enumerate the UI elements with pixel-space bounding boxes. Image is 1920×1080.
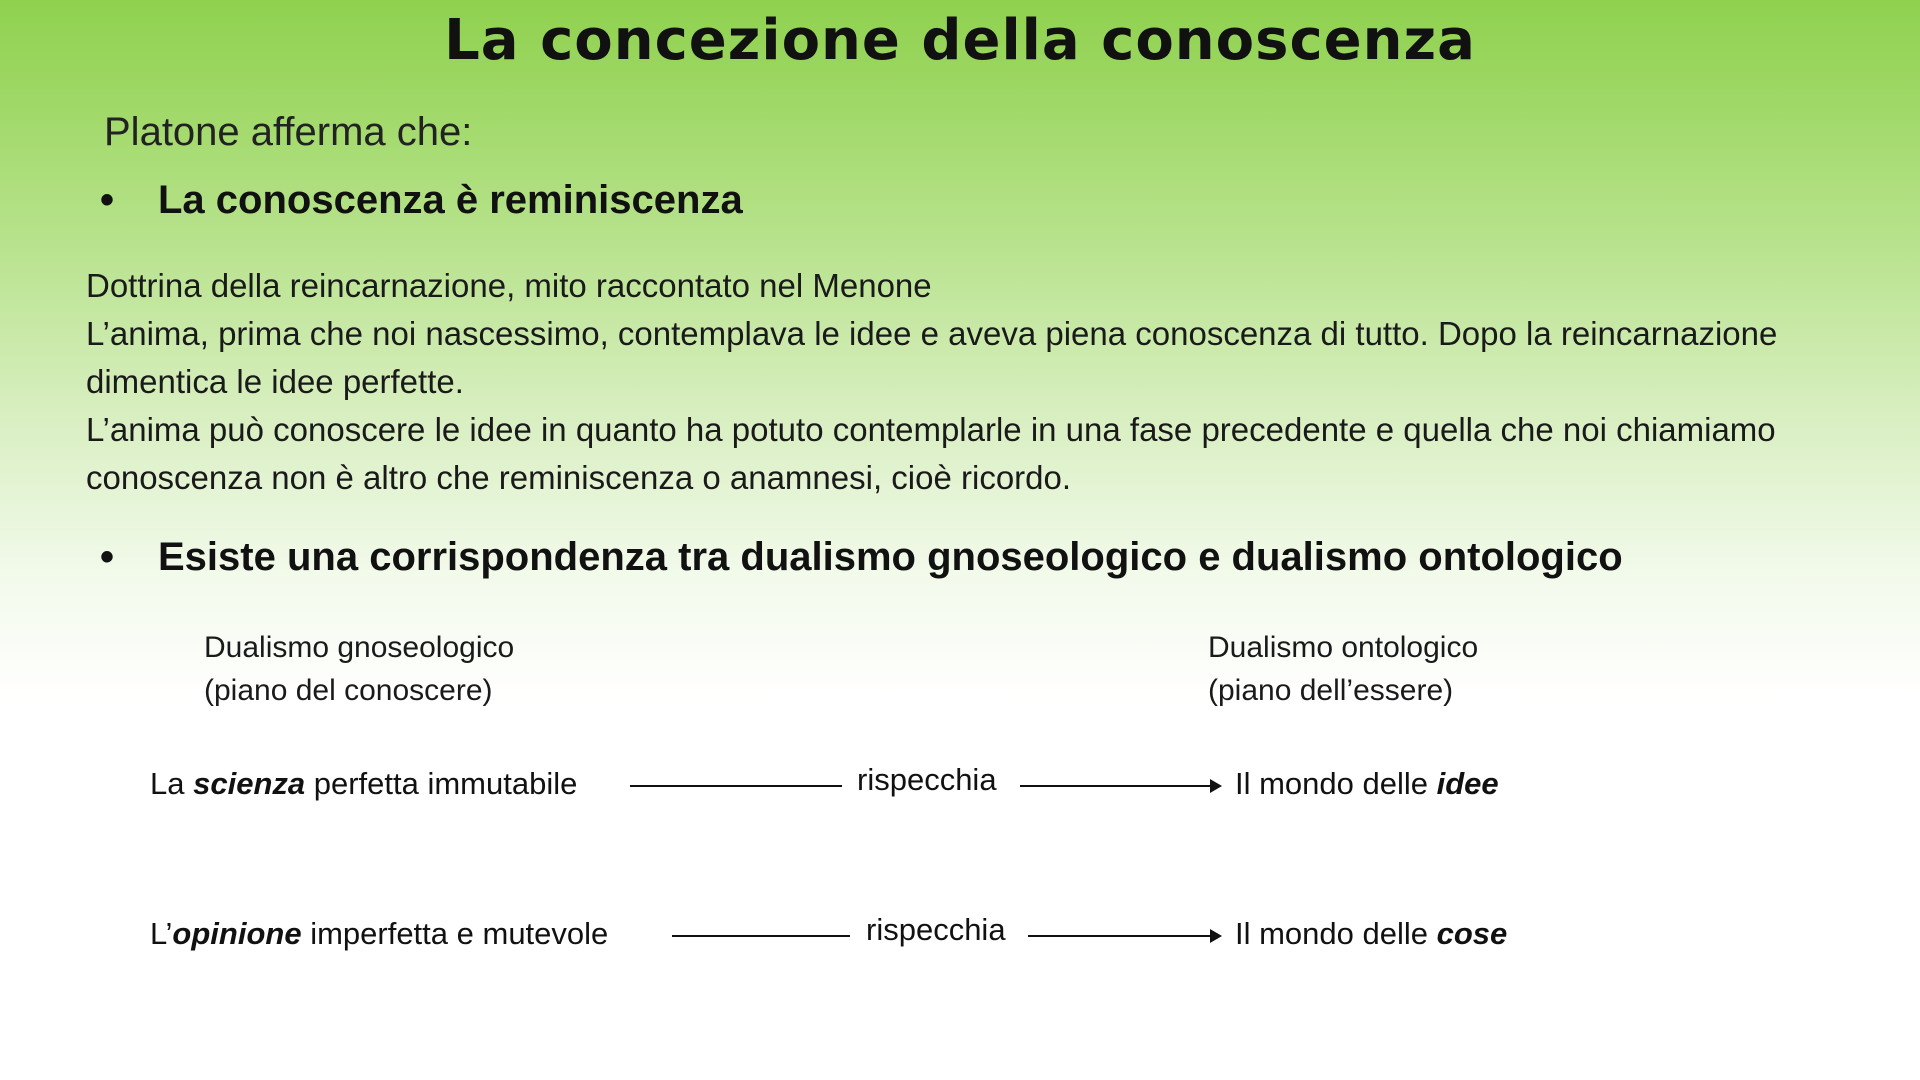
relation-label: rispecchia — [857, 762, 997, 797]
bullet-reminiscenza — [100, 178, 743, 223]
relation-label: rispecchia — [866, 912, 1006, 947]
idee-label: Il mondo delle idee — [1235, 766, 1499, 801]
arrow-right-icon — [1028, 935, 1220, 937]
scienza-label: La scienza perfetta immutabile — [150, 766, 578, 801]
heading-line: (piano del conoscere) — [204, 674, 493, 707]
heading-ontologico — [1208, 626, 1478, 712]
keyword: cose — [1436, 916, 1508, 951]
bullet-marker: • — [100, 178, 115, 222]
bullet-marker: • — [100, 535, 115, 579]
heading-gnoseologico — [204, 626, 514, 712]
paragraph-line: L’anima può conoscere le idee in quanto ha potuto contemplarle in una fase precedente e quella che noi chiamiamo conoscenza non è altro che reminiscenza o anamnesi, cioè ricordo. — [86, 411, 1776, 496]
connector-line — [630, 785, 842, 787]
slide-title: La concezione della conoscenza — [444, 8, 1476, 73]
bullet-dualismo — [100, 535, 1623, 580]
keyword: opinione — [172, 916, 302, 951]
heading-line: Dualismo ontologico — [1208, 631, 1479, 664]
paragraph-line: L’anima, prima che noi nascessimo, contemplava le idee e aveva piena conoscenza di tutto. Dopo la reincarnazione dimentica le idee perfette. — [86, 315, 1778, 400]
cose-label: Il mondo delle cose — [1235, 916, 1508, 951]
bullet-text: La conoscenza è reminiscenza — [158, 178, 743, 222]
connector-line — [672, 935, 850, 937]
keyword: idee — [1436, 766, 1499, 801]
opinione-label: L’opinione imperfetta e mutevole — [150, 916, 609, 951]
explanation-paragraph — [86, 262, 1846, 502]
arrow-right-icon — [1020, 785, 1220, 787]
intro-text: Platone afferma che: — [104, 110, 473, 154]
bullet-text: Esiste una corrispondenza tra dualismo gnoseologico e dualismo ontologico — [158, 535, 1623, 579]
paragraph-line: Dottrina della reincarnazione, mito raccontato nel Menone — [86, 267, 932, 304]
heading-line: (piano dell’essere) — [1208, 674, 1454, 707]
keyword: scienza — [193, 766, 306, 801]
heading-line: Dualismo gnoseologico — [204, 631, 515, 664]
